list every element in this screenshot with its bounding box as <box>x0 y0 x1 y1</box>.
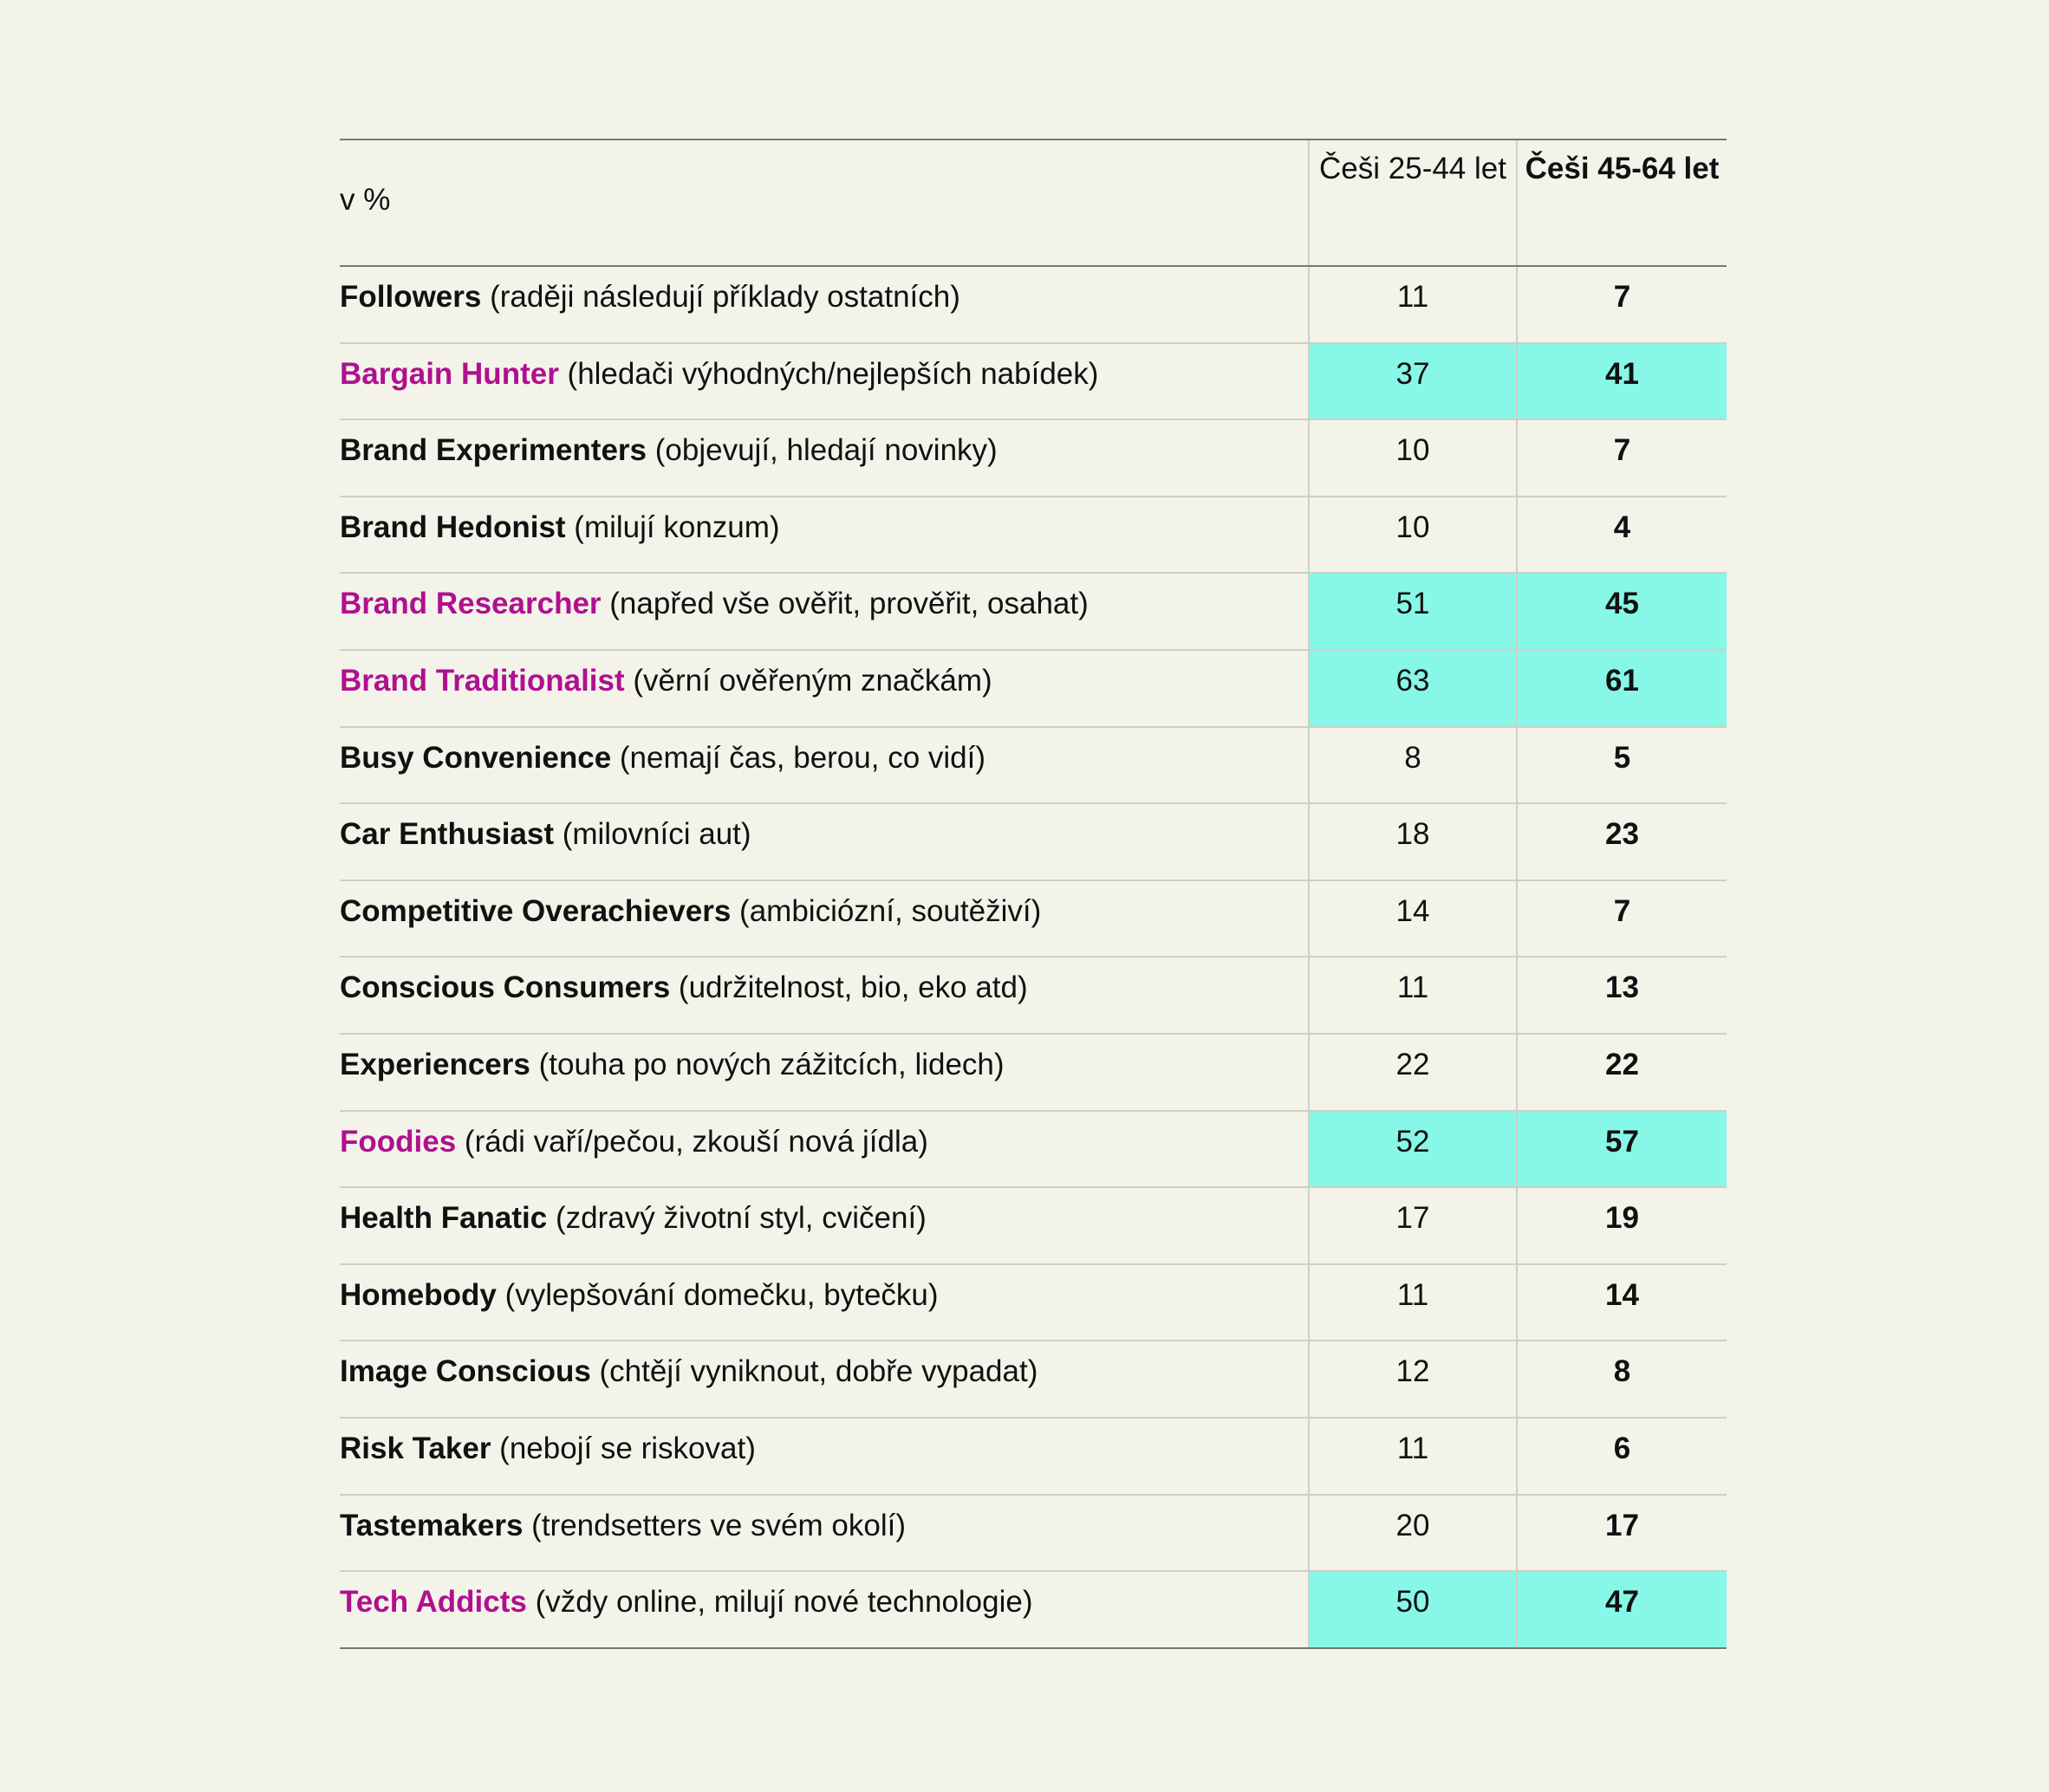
value-25-44: 22 <box>1309 1034 1517 1111</box>
segment-description: (objevují, hledají novinky) <box>647 433 998 468</box>
value-45-64: 45 <box>1517 573 1727 650</box>
table-row <box>340 343 1727 420</box>
value-25-44: 11 <box>1309 1264 1517 1341</box>
segment-description: (ambiciózní, soutěživí) <box>731 893 1042 928</box>
segments-table-container <box>340 139 1727 1649</box>
segment-name: Image Conscious <box>340 1354 591 1389</box>
table-row <box>340 1571 1727 1648</box>
value-25-44: 10 <box>1309 419 1517 497</box>
segment-name: Brand Traditionalist <box>340 663 625 698</box>
value-25-44: 11 <box>1309 1418 1517 1495</box>
segment-description: (zdravý životní styl, cvičení) <box>547 1201 927 1236</box>
segment-label-cell <box>340 1341 1309 1418</box>
table-row <box>340 573 1727 650</box>
segment-label-cell <box>340 803 1309 880</box>
table-row <box>340 497 1727 574</box>
segment-description: (rádi vaří/pečou, zkouší nová jídla) <box>456 1124 928 1159</box>
value-25-44: 12 <box>1309 1341 1517 1418</box>
segment-label-cell <box>340 650 1309 727</box>
segment-label-cell <box>340 1187 1309 1264</box>
segment-name: Experiencers <box>340 1047 530 1081</box>
segment-description: (věrní ověřeným značkám) <box>624 663 992 698</box>
column-header-45-64: Češi 45-64 let <box>1517 140 1727 266</box>
segments-table <box>340 139 1727 1649</box>
segment-label-cell <box>340 419 1309 497</box>
value-45-64: 23 <box>1517 803 1727 880</box>
table-row <box>340 419 1727 497</box>
table-header <box>340 140 1727 266</box>
column-header-25-44: Češi 25-44 let <box>1309 140 1517 266</box>
segment-name: Competitive Overachievers <box>340 893 732 928</box>
segment-description: (raději následují příklady ostatních) <box>481 280 960 314</box>
value-45-64: 57 <box>1517 1111 1727 1188</box>
unit-label: v % <box>340 140 1309 266</box>
segment-label-cell <box>340 1111 1309 1188</box>
segment-description: (nemají čas, berou, co vidí) <box>611 740 985 775</box>
value-45-64: 6 <box>1517 1418 1727 1495</box>
segment-label-cell <box>340 573 1309 650</box>
segment-name: Brand Researcher <box>340 587 602 621</box>
value-25-44: 10 <box>1309 497 1517 574</box>
table-row <box>340 1187 1727 1264</box>
segment-name: Foodies <box>340 1124 457 1159</box>
segment-label-cell <box>340 343 1309 420</box>
segment-name: Brand Hedonist <box>340 510 566 544</box>
table-row <box>340 1418 1727 1495</box>
segment-label-cell <box>340 1034 1309 1111</box>
segment-name: Busy Convenience <box>340 740 612 775</box>
table-row <box>340 727 1727 804</box>
segment-label-cell <box>340 727 1309 804</box>
segment-description: (milují konzum) <box>565 510 780 544</box>
value-25-44: 51 <box>1309 573 1517 650</box>
segment-description: (vylepšování domečku, bytečku) <box>496 1277 939 1312</box>
segment-label-cell <box>340 497 1309 574</box>
segment-description: (hledači výhodných/nejlepších nabídek) <box>558 356 1099 391</box>
table-row <box>340 266 1727 343</box>
segment-description: (milovníci aut) <box>554 817 751 852</box>
segment-description: (chtějí vyniknout, dobře vypadat) <box>590 1354 1038 1389</box>
table-row <box>340 957 1727 1034</box>
table-row <box>340 650 1727 727</box>
value-25-44: 37 <box>1309 343 1517 420</box>
segment-label-cell <box>340 1495 1309 1572</box>
segment-label-cell <box>340 1571 1309 1648</box>
table-row <box>340 1341 1727 1418</box>
value-45-64: 41 <box>1517 343 1727 420</box>
value-45-64: 47 <box>1517 1571 1727 1648</box>
segment-name: Followers <box>340 280 482 314</box>
segment-name: Risk Taker <box>340 1431 491 1465</box>
segment-name: Brand Experimenters <box>340 433 647 468</box>
segment-label-cell <box>340 266 1309 343</box>
segment-description: (trendsetters ve svém okolí) <box>523 1508 906 1542</box>
segment-description: (vždy online, milují nové technologie) <box>526 1585 1033 1620</box>
value-45-64: 14 <box>1517 1264 1727 1341</box>
value-45-64: 7 <box>1517 880 1727 958</box>
value-25-44: 11 <box>1309 957 1517 1034</box>
value-45-64: 7 <box>1517 266 1727 343</box>
value-45-64: 13 <box>1517 957 1727 1034</box>
value-25-44: 17 <box>1309 1187 1517 1264</box>
segment-name: Health Fanatic <box>340 1201 548 1236</box>
segment-description: (touha po nových zážitcích, lidech) <box>530 1047 1005 1081</box>
table-row <box>340 1495 1727 1572</box>
value-25-44: 50 <box>1309 1571 1517 1648</box>
segment-name: Homebody <box>340 1277 497 1312</box>
segment-label-cell <box>340 1418 1309 1495</box>
segment-name: Tastemakers <box>340 1508 524 1542</box>
value-25-44: 20 <box>1309 1495 1517 1572</box>
segment-label-cell <box>340 1264 1309 1341</box>
value-45-64: 61 <box>1517 650 1727 727</box>
segment-description: (nebojí se riskovat) <box>491 1431 756 1465</box>
table-row <box>340 880 1727 958</box>
value-45-64: 22 <box>1517 1034 1727 1111</box>
value-25-44: 11 <box>1309 266 1517 343</box>
table-body <box>340 266 1727 1648</box>
value-25-44: 18 <box>1309 803 1517 880</box>
value-45-64: 8 <box>1517 1341 1727 1418</box>
value-25-44: 63 <box>1309 650 1517 727</box>
value-25-44: 52 <box>1309 1111 1517 1188</box>
value-45-64: 19 <box>1517 1187 1727 1264</box>
table-row <box>340 1264 1727 1341</box>
value-45-64: 5 <box>1517 727 1727 804</box>
segment-label-cell <box>340 957 1309 1034</box>
table-row <box>340 1111 1727 1188</box>
value-45-64: 4 <box>1517 497 1727 574</box>
segment-name: Car Enthusiast <box>340 817 554 852</box>
value-25-44: 8 <box>1309 727 1517 804</box>
table-row <box>340 1034 1727 1111</box>
segment-label-cell <box>340 880 1309 958</box>
value-25-44: 14 <box>1309 880 1517 958</box>
table-row <box>340 803 1727 880</box>
segment-description: (udržitelnost, bio, eko atd) <box>670 971 1028 1005</box>
segment-name: Bargain Hunter <box>340 356 559 391</box>
segment-name: Tech Addicts <box>340 1585 527 1620</box>
segment-description: (napřed vše ověřit, prověřit, osahat) <box>601 587 1089 621</box>
value-45-64: 7 <box>1517 419 1727 497</box>
header-row <box>340 140 1727 266</box>
segment-name: Conscious Consumers <box>340 971 671 1005</box>
value-45-64: 17 <box>1517 1495 1727 1572</box>
